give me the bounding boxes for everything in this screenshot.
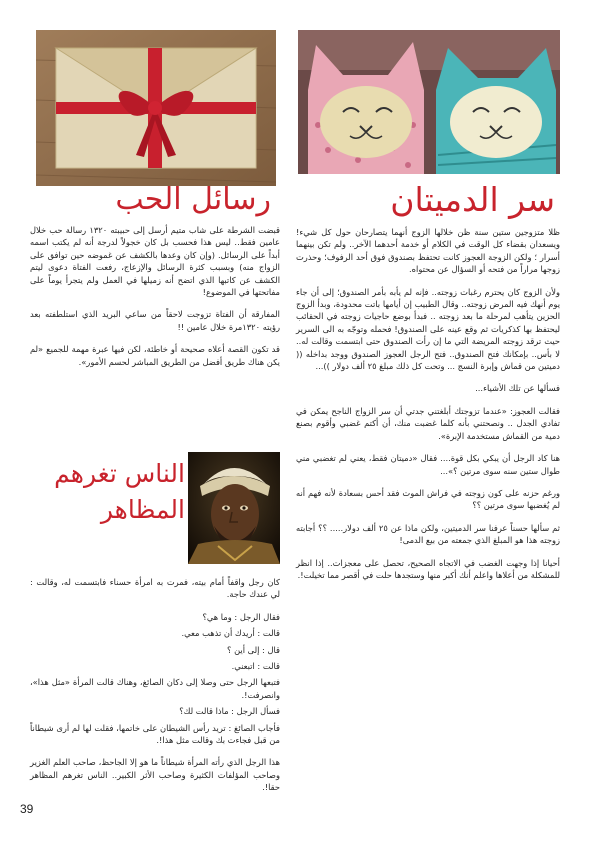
paragraph: المفارقة أن الفتاة تزوجت لاحقاً من ساعي البريد الذي استلطفته بعد رؤيته ١٣٢٠مرة خلال عامين !! bbox=[30, 309, 280, 332]
paragraph: فتبعها الرجل حتى وصلا إلى دكان الصائغ، وهناك قالت المرأة «مثل هذا»، وانصرفت!. bbox=[30, 677, 280, 700]
paragraph: ظلا متزوجين ستين سنة ظن خلالها الزوج أنهما يتصارحان حول كل شيء! ويسعدان بقضاء كل الوقت في الكلام أو خدمة أحدهما الآخر.. ولم تكن بينهما أسرار ؛ ولكن الزوجة العجوز كانت تحتفظ بصندوق فوق أحد الرفوف؛ وحذرت زوجها مراراً من فتحه أو السؤال عن محتواه. bbox=[296, 227, 560, 275]
page-number: 39 bbox=[20, 802, 34, 816]
love-letters-body bbox=[30, 224, 280, 378]
paragraph: قبضت الشرطة على شاب متيم أرسل إلى حبيبته ١٣٢٠ رسالة حب خلال عامين فقط.. ليس هذا فحسب بل كان خجولاً لدرجة أنه لم يكتب اسمه أبداً على الرسائل. (وإن كان وعدها بالكشف عن غموضه حين توافق على الزواج منه) وبسبب كثرة الرسائل والإزعاج، رفعت الفتاة دعوى ليتم الكشف عن كاتبها الذي اتضح أنه زميلها في العمل ولم يتجرأ يوماً على مفاتحتها في الموضوع! bbox=[30, 225, 280, 298]
paragraph: ولأن الزوج كان يحترم رغبات زوجته.. فإنه لم يأبه بأمر الصندوق؛ إلى أن جاء يوم أنهك فيه المرض زوجته.. وقال الطبيب إن أيامها باتت محدودة، وبدأ الزوج الحزين يتأهب لمرحلة ما بعد زوجته .. فبدأ بوضع حاجيات زوجته في الحقائب ليحتفظ بها كذكريات ثم وقع عينه على الصندوق! فحمله وتوجّه به الى السرير حيث ترقد زوجته المريضة التي ما إن رأت الصندوق حتى ابتسمت وقالت له.. لا بأس.. بإمكانك فتح الصندوق.. فتح الرجل العجوز الصندوق ووجد بداخله (( دميتين من قماش وإبرة النسج ... وتحت كل ذلك مبلغ ٢٥ ألف دولار ))... bbox=[296, 286, 560, 372]
appearances-body bbox=[30, 576, 280, 804]
paragraph: ورغم حزنه على كون زوجته في فراش الموت فقد أحس بسعادة لأنه فهم أنه لم يُغضبها سوى مرتين ؟؟ bbox=[296, 487, 560, 511]
paragraph: قد تكون القصة أعلاه صحيحة أو خاطئة، لكن فيها عبرة مهمة للجميع «لم يكن هناك طريق أفضل من الطريق المباشر لحسم الأمور». bbox=[30, 344, 280, 367]
paragraph: فقال الرجل : وما هي؟ bbox=[202, 611, 280, 622]
dolls-secret-title: سر الدميتان bbox=[390, 180, 555, 219]
gift-envelope-photo bbox=[36, 30, 276, 186]
paragraph: قالت : أريدك أن تذهب معي. bbox=[181, 628, 280, 639]
paragraph: فسأل الرجل : ماذا قالت لك؟ bbox=[179, 706, 280, 717]
paragraph: أحيانا إذا وجهت الغضب في الاتجاه الصحيح، تحصل على معجزات.. إذا انظر للمشكلة من أعلاها واعلم أنك أكبر منها وستجدها حلت في أقصر مما تخيلت!. bbox=[296, 557, 560, 580]
love-letters-title: رسائل الحب bbox=[115, 182, 271, 217]
paragraph: هنا كاد الرجل أن يبكي بكل قوة.... فقال «دميتان فقط، يعني لم تغضبي مني طوال ستين سنه سوى مرتين ؟»... bbox=[296, 453, 560, 476]
appearances-title-line1: الناس تغرهم bbox=[54, 459, 185, 488]
paragraph: ثم سألها حسناً عرفنا سر الدميتين، ولكن ماذا عن ٢٥ ألف دولار..... ؟؟ أجابته زوجته هذا هو المبلغ الذي جمعته من بيع الدمى! bbox=[296, 522, 560, 546]
appearances-title-line2: المظاهر bbox=[100, 495, 185, 524]
paragraph: فقالت العجوز: «عندما تزوجتك أبلغتني جدتي أن سر الزواج الناجح يمكن في تفادي الجدل .. ونصحتني بأنه كلما غضبت منك، أن أكتم غضبي وأقوم بصنع دمية من القماش مستخدمة الإبرة». bbox=[296, 405, 560, 441]
stuffed-cats-photo bbox=[298, 30, 560, 174]
portrait-painting bbox=[188, 452, 280, 564]
paragraph: كان رجل واقفاً أمام بيته، فمرت به امرأة حسناء فابتسمت له، وقالت : لي عندك حاجة. bbox=[30, 577, 280, 600]
paragraph: قالت : اتبعني. bbox=[231, 661, 280, 672]
paragraph: فأجاب الصائغ : تريد رأس الشيطان على خاتمها، فقلت لها لم أرى شيطاناً من قبل فجاءت بك وقالت مثل هذا!. bbox=[30, 722, 280, 746]
paragraph: فسألها عن تلك الأشياء... bbox=[475, 383, 560, 394]
paragraph: هذا الرجل الذي رأته المرأة شيطاناً ما هو إلا الجاحظ، صاحب العلم الغزير وصاحب المؤلفات الكثيرة وصاحب الأثر الكبير.. الناس تغرهم المظاهر حقا!. bbox=[30, 757, 280, 793]
paragraph: قال : إلى أين ؟ bbox=[227, 644, 280, 655]
dolls-secret-body bbox=[296, 226, 560, 591]
